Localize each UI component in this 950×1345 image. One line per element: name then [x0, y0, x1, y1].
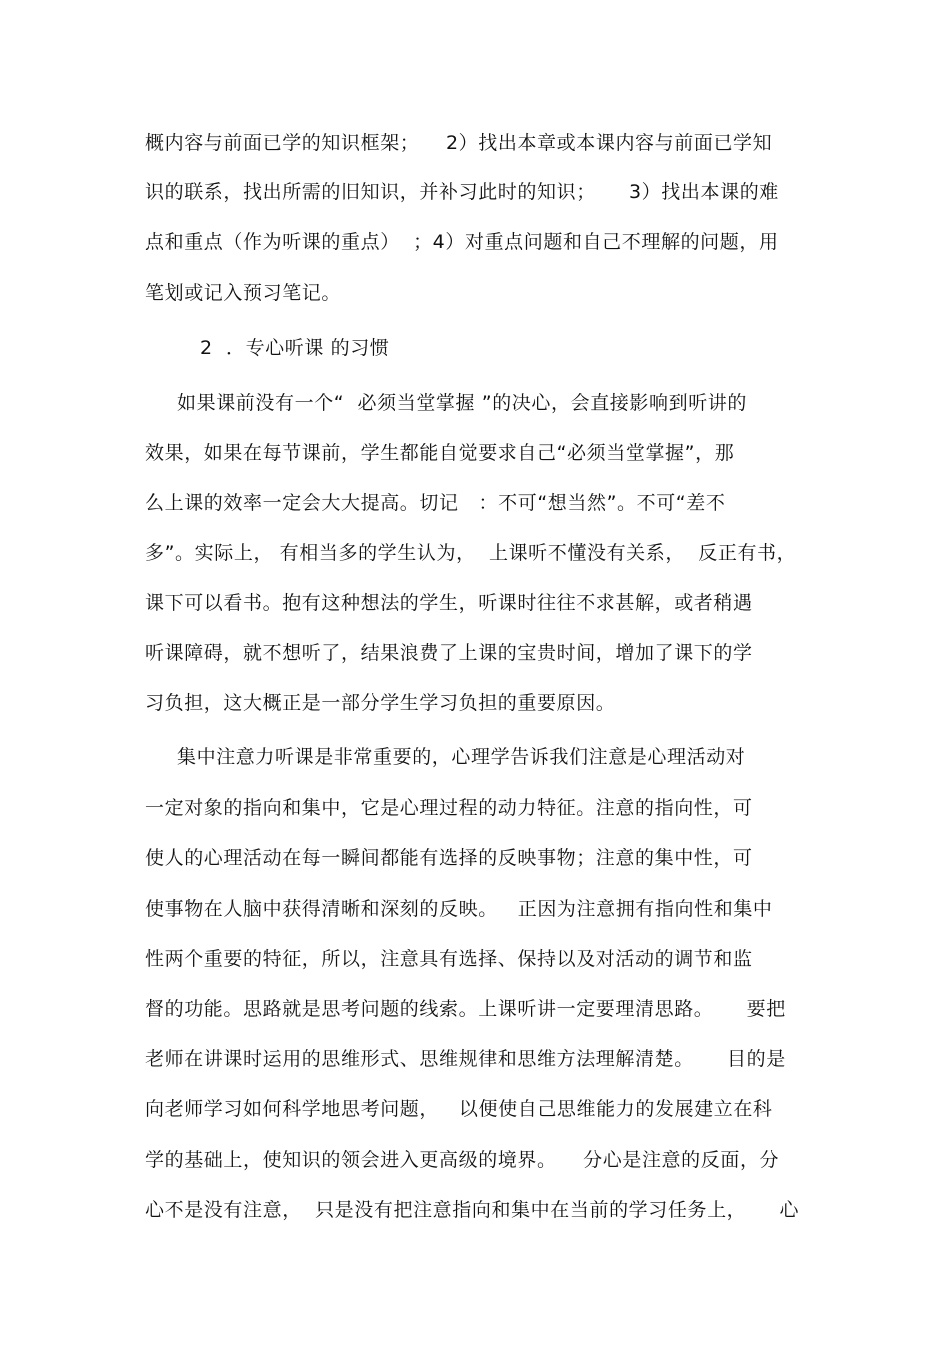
text-line: 使人的心理活动在每一瞬间都能有选择的反映事物；注意的集中性，可: [145, 847, 753, 869]
text-line: 集中注意力听课是非常重要的，心理学告诉我们注意是心理活动对: [177, 746, 746, 768]
text-line: 听课障碍，就不想听了，结果浪费了上课的宝贵时间，增加了课下的学: [145, 642, 753, 664]
text-line: 点和重点（作为听课的重点） ；4）对重点问题和自己不理解的问题，用: [145, 231, 779, 253]
section-heading: 2 ．专心听课 的习惯: [200, 337, 390, 359]
text-line: 一定对象的指向和集中，它是心理过程的动力特征。注意的指向性，可: [145, 797, 753, 819]
text-line: 识的联系，找出所需的旧知识，并补习此时的知识； 3）找出本课的难: [145, 181, 779, 203]
text-line: 老师在讲课时运用的思维形式、思维规律和思维方法理解清楚。 目的是: [145, 1048, 786, 1070]
text-line: 概内容与前面已学的知识框架； 2）找出本章或本课内容与前面已学知: [145, 132, 773, 154]
text-line: 笔划或记入预习笔记。: [145, 282, 342, 304]
text-line: 督的功能。思路就是思考问题的线索。上课听讲一定要理清思路。 要把: [145, 998, 786, 1020]
text-line: 课下可以看书。抱有这种想法的学生，听课时往往不求甚解，或者稍遇: [145, 592, 753, 614]
text-line: 习负担，这大概正是一部分学生学习负担的重要原因。: [145, 692, 616, 714]
text-line: 心不是没有注意， 只是没有把注意指向和集中在当前的学习任务上， 心: [145, 1199, 800, 1221]
text-line: 如果课前没有一个“ 必须当堂掌握 ”的决心，会直接影响到听讲的: [177, 392, 748, 414]
text-line: 多”。实际上， 有相当多的学生认为， 上课听不懂没有关系， 反正有书，: [145, 542, 797, 564]
text-line: 么上课的效率一定会大大提高。切记 ：不可“想当然”。不可“差不: [145, 492, 726, 514]
text-line: 向老师学习如何科学地思考问题， 以便使自己思维能力的发展建立在科: [145, 1098, 773, 1120]
text-line: 性两个重要的特征，所以，注意具有选择、保持以及对活动的调节和监: [145, 948, 753, 970]
text-line: 学的基础上，使知识的领会进入更高级的境界。 分心是注意的反面，分: [145, 1149, 780, 1171]
text-line: 效果，如果在每节课前，学生都能自觉要求自己“必须当堂掌握”，那: [145, 442, 735, 464]
text-line: 使事物在人脑中获得清晰和深刻的反映。 正因为注意拥有指向性和集中: [145, 898, 773, 920]
